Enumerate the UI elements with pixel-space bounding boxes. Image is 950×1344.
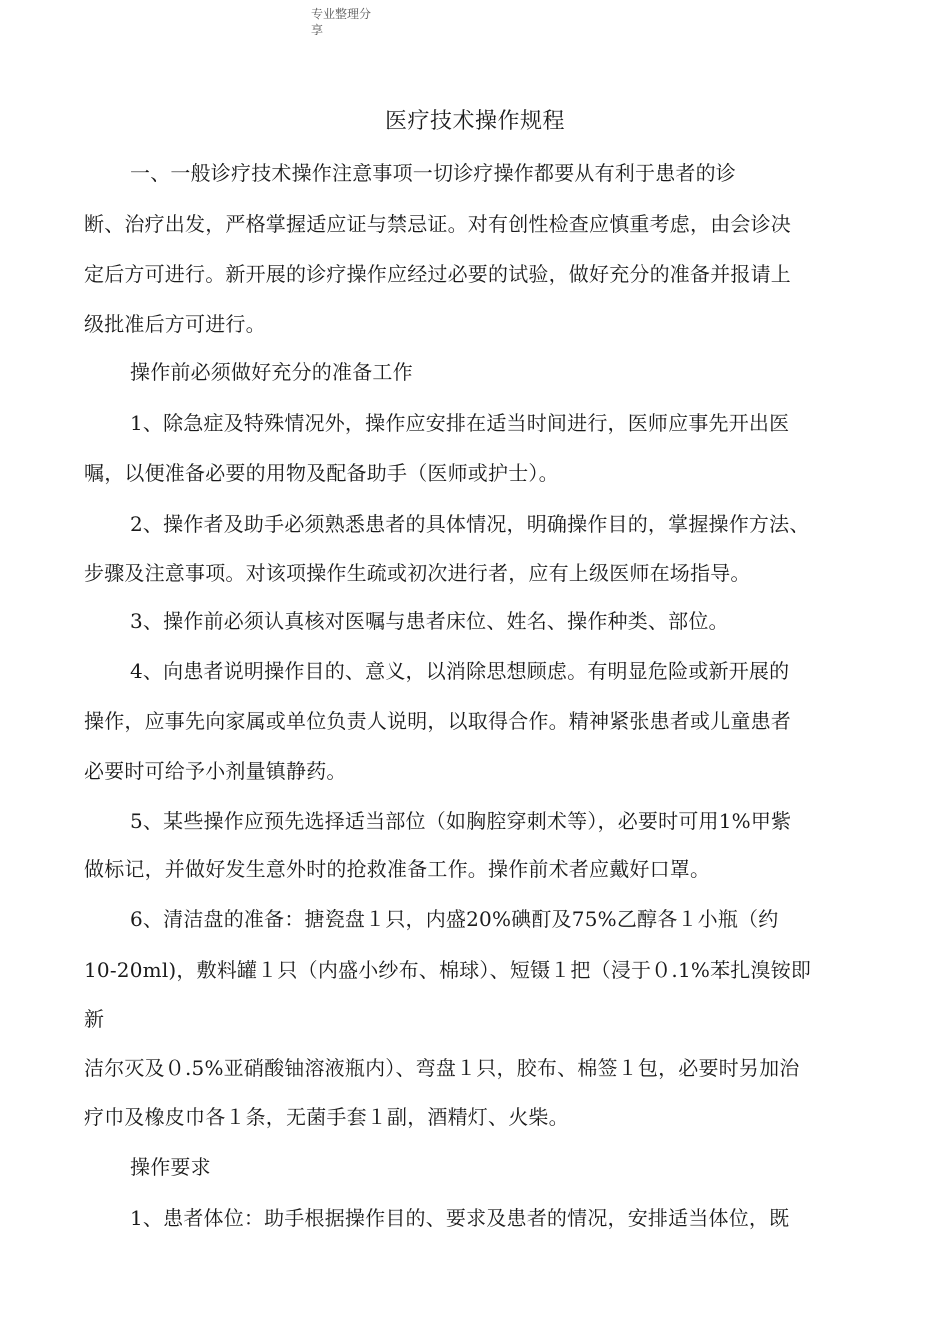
paragraph-line: 4、向患者说明操作目的、意义，以消除思想顾虑。有明显危险或新开展的 [130,659,790,683]
paragraph-line: 3、操作前必须认真核对医嘱与患者床位、姓名、操作种类、部位。 [130,609,729,633]
paragraph-line: 2、操作者及助手必须熟悉患者的具体情况，明确操作目的，掌握操作方法、 [130,512,810,536]
section-heading: 操作要求 [130,1155,211,1179]
paragraph-line: 断、治疗出发，严格掌握适应证与禁忌证。对有创性检查应慎重考虑，由会诊决 [84,212,791,236]
paragraph-line: 1、除急症及特殊情况外，操作应安排在适当时间进行，医师应事先开出医 [130,411,790,435]
paragraph-line: 疗巾及橡皮巾各１条，无菌手套１副，酒精灯、火柴。 [84,1105,569,1129]
paragraph-line: 6、清洁盘的准备：搪瓷盘１只，内盛20%碘酊及75%乙醇各１小瓶（约 [130,907,779,931]
paragraph-line: 做标记，并做好发生意外时的抢救准备工作。操作前术者应戴好口罩。 [84,857,711,881]
paragraph-line: 一、一般诊疗技术操作注意事项一切诊疗操作都要从有利于患者的诊 [130,161,736,185]
section-heading: 操作前必须做好充分的准备工作 [130,360,413,384]
paragraph-line: 操作，应事先向家属或单位负责人说明，以取得合作。精神紧张患者或儿童患者 [84,709,791,733]
paragraph-line: 步骤及注意事项。对该项操作生疏或初次进行者，应有上级医师在场指导。 [84,561,751,585]
paragraph-line: 级批准后方可进行。 [84,312,266,336]
header-note: 专业整理分享 [311,7,372,37]
paragraph-line: 定后方可进行。新开展的诊疗操作应经过必要的试验，做好充分的准备并报请上 [84,262,791,286]
paragraph-line: 洁尔灭及０.5%亚硝酸铀溶液瓶内）、弯盘１只，胶布、棉签１包，必要时另加治 [84,1056,800,1080]
paragraph-line: 5、某些操作应预先选择适当部位（如胸腔穿刺术等），必要时可用1%甲紫 [130,809,792,833]
paragraph-line: 1、患者体位：助手根据操作目的、要求及患者的情况，安排适当体位，既 [130,1206,790,1230]
paragraph-line: 必要时可给予小剂量镇静药。 [84,759,347,783]
paragraph-line: 10-20ml)，敷料罐１只（内盛小纱布、棉球）、短镊１把（浸于０.1%苯扎溴铵即 [84,958,812,982]
document-title: 医疗技术操作规程 [384,109,565,134]
paragraph-line: 嘱，以便准备必要的用物及配备助手（医师或护士）。 [84,461,559,485]
paragraph-line: 新 [84,1007,105,1031]
